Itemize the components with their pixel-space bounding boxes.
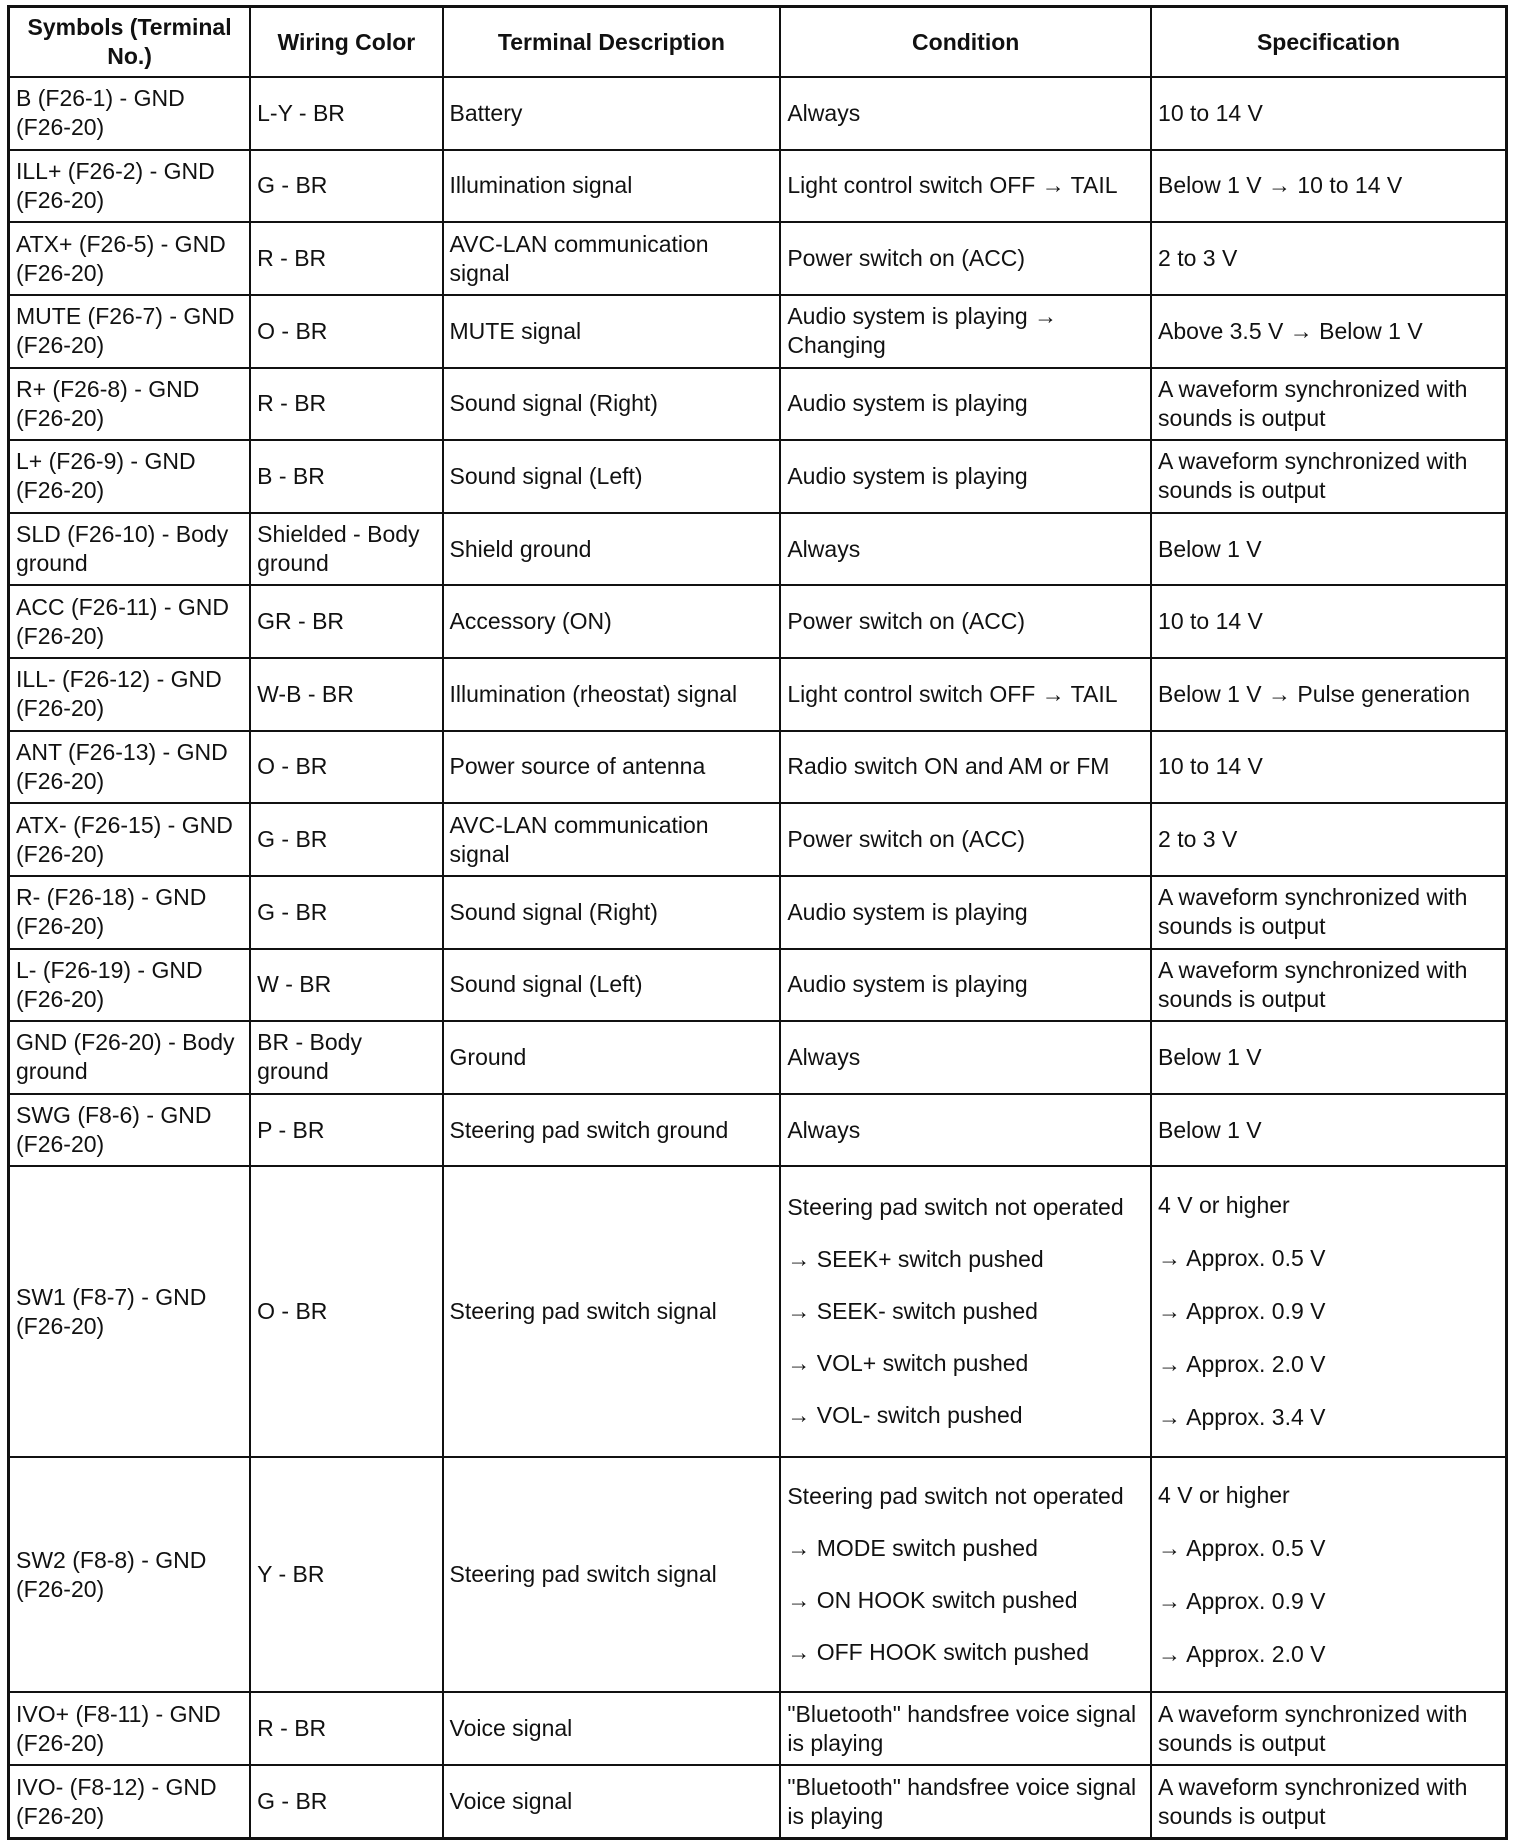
header-condition: Condition xyxy=(780,7,1151,78)
specification-cell: 10 to 14 V xyxy=(1151,731,1506,804)
specification-cell: 2 to 3 V xyxy=(1151,222,1506,295)
symbol-cell: ACC (F26-11) - GND (F26-20) xyxy=(9,585,251,658)
condition-cell: Light control switch OFF → TAIL xyxy=(780,658,1151,731)
table-row xyxy=(9,803,1507,876)
specification-cell: 10 to 14 V xyxy=(1151,77,1506,150)
wiring-color-cell: R - BR xyxy=(250,1692,442,1765)
table-row xyxy=(9,150,1507,223)
description-cell: Steering pad switch ground xyxy=(443,1094,781,1167)
condition-cell: Radio switch ON and AM or FM xyxy=(780,731,1151,804)
wiring-color-cell: O - BR xyxy=(250,731,442,804)
wiring-color-cell: G - BR xyxy=(250,1765,442,1838)
specification-step: → Approx. 3.4 V xyxy=(1158,1404,1326,1431)
wiring-color-cell: R - BR xyxy=(250,222,442,295)
condition-cell: Always xyxy=(780,77,1151,150)
description-cell: Sound signal (Right) xyxy=(443,876,781,949)
table-row xyxy=(9,295,1507,368)
specification-cell: Below 1 V → 10 to 14 V xyxy=(1151,150,1506,223)
symbol-cell: IVO- (F8-12) - GND (F26-20) xyxy=(9,1765,251,1838)
table-row xyxy=(9,1021,1507,1094)
description-cell: Power source of antenna xyxy=(443,731,781,804)
specification-step: → Approx. 0.5 V xyxy=(1158,1534,1326,1561)
condition-cell: Audio system is playing xyxy=(780,876,1151,949)
condition-cell: Audio system is playing xyxy=(780,440,1151,513)
table-row xyxy=(9,1457,1507,1693)
symbol-cell: ATX+ (F26-5) - GND (F26-20) xyxy=(9,222,251,295)
header-row xyxy=(9,7,1507,78)
table-row xyxy=(9,440,1507,513)
condition-cell: Light control switch OFF → TAIL xyxy=(780,150,1151,223)
specification-cell: A waveform synchronized with sounds is output xyxy=(1151,876,1506,949)
condition-cell: Always xyxy=(780,1094,1151,1167)
symbol-cell: R+ (F26-8) - GND (F26-20) xyxy=(9,368,251,441)
condition-step: → SEEK- switch pushed xyxy=(787,1298,1038,1325)
condition-step: → VOL+ switch pushed xyxy=(787,1350,1029,1377)
description-cell: Shield ground xyxy=(443,513,781,586)
table-row xyxy=(9,658,1507,731)
symbol-cell: B (F26-1) - GND (F26-20) xyxy=(9,77,251,150)
specification-step: 4 V or higher xyxy=(1158,1481,1290,1508)
symbol-cell: L+ (F26-9) - GND (F26-20) xyxy=(9,440,251,513)
table-row xyxy=(9,222,1507,295)
description-cell: Accessory (ON) xyxy=(443,585,781,658)
wiring-color-cell: P - BR xyxy=(250,1094,442,1167)
description-cell: Sound signal (Left) xyxy=(443,440,781,513)
specification-cell: A waveform synchronized with sounds is output xyxy=(1151,949,1506,1022)
symbol-cell: SLD (F26-10) - Body ground xyxy=(9,513,251,586)
symbol-cell: GND (F26-20) - Body ground xyxy=(9,1021,251,1094)
table-row xyxy=(9,77,1507,150)
wiring-color-cell: G - BR xyxy=(250,803,442,876)
condition-cell: "Bluetooth" handsfree voice signal is playing xyxy=(780,1692,1151,1765)
symbol-cell: ILL+ (F26-2) - GND (F26-20) xyxy=(9,150,251,223)
condition-cell: Audio system is playing → Changing xyxy=(780,295,1151,368)
wiring-color-cell: O - BR xyxy=(250,1166,442,1457)
specification-step: 4 V or higher xyxy=(1158,1192,1290,1219)
specification-cell xyxy=(1151,1166,1506,1457)
wiring-color-cell: L-Y - BR xyxy=(250,77,442,150)
table-row xyxy=(9,1166,1507,1457)
wiring-color-cell: Y - BR xyxy=(250,1457,442,1693)
description-cell: Sound signal (Right) xyxy=(443,368,781,441)
specification-cell: Below 1 V → Pulse generation xyxy=(1151,658,1506,731)
table-row xyxy=(9,1094,1507,1167)
description-cell: MUTE signal xyxy=(443,295,781,368)
table-row xyxy=(9,949,1507,1022)
description-cell: Steering pad switch signal xyxy=(443,1166,781,1457)
condition-cell: Always xyxy=(780,1021,1151,1094)
specification-step: → Approx. 0.5 V xyxy=(1158,1245,1326,1272)
condition-cell: "Bluetooth" handsfree voice signal is playing xyxy=(780,1765,1151,1838)
symbol-cell: SW2 (F8-8) - GND (F26-20) xyxy=(9,1457,251,1693)
table-row xyxy=(9,513,1507,586)
symbol-cell: L- (F26-19) - GND (F26-20) xyxy=(9,949,251,1022)
condition-step: → ON HOOK switch pushed xyxy=(787,1587,1078,1614)
specification-step: → Approx. 0.9 V xyxy=(1158,1298,1326,1325)
table-row xyxy=(9,731,1507,804)
symbol-cell: ILL- (F26-12) - GND (F26-20) xyxy=(9,658,251,731)
specification-step: → Approx. 2.0 V xyxy=(1158,1351,1326,1378)
specification-cell: A waveform synchronized with sounds is output xyxy=(1151,1765,1506,1838)
description-cell: Voice signal xyxy=(443,1765,781,1838)
condition-cell: Power switch on (ACC) xyxy=(780,803,1151,876)
table-row xyxy=(9,368,1507,441)
wiring-color-cell: W - BR xyxy=(250,949,442,1022)
specification-cell: Below 1 V xyxy=(1151,1094,1506,1167)
specification-cell: Below 1 V xyxy=(1151,1021,1506,1094)
terminal-spec-table xyxy=(7,5,1508,1840)
condition-step: Steering pad switch not operated xyxy=(787,1194,1124,1221)
wiring-color-cell: G - BR xyxy=(250,150,442,223)
description-cell: AVC-LAN communication signal xyxy=(443,803,781,876)
specification-cell: A waveform synchronized with sounds is output xyxy=(1151,440,1506,513)
specification-cell xyxy=(1151,1457,1506,1693)
condition-cell: Audio system is playing xyxy=(780,368,1151,441)
condition-cell xyxy=(780,1166,1151,1457)
symbol-cell: MUTE (F26-7) - GND (F26-20) xyxy=(9,295,251,368)
condition-cell: Always xyxy=(780,513,1151,586)
specification-cell: A waveform synchronized with sounds is output xyxy=(1151,368,1506,441)
specification-cell: 2 to 3 V xyxy=(1151,803,1506,876)
condition-cell: Power switch on (ACC) xyxy=(780,222,1151,295)
symbol-cell: ATX- (F26-15) - GND (F26-20) xyxy=(9,803,251,876)
wiring-color-cell: W-B - BR xyxy=(250,658,442,731)
description-cell: Illumination signal xyxy=(443,150,781,223)
condition-cell: Power switch on (ACC) xyxy=(780,585,1151,658)
description-cell: Battery xyxy=(443,77,781,150)
condition-cell: Audio system is playing xyxy=(780,949,1151,1022)
table-row xyxy=(9,876,1507,949)
description-cell: AVC-LAN communication signal xyxy=(443,222,781,295)
condition-step: Steering pad switch not operated xyxy=(787,1483,1124,1510)
condition-step: → VOL- switch pushed xyxy=(787,1402,1023,1429)
wiring-color-cell: Shielded - Body ground xyxy=(250,513,442,586)
header-terminal-description: Terminal Description xyxy=(443,7,781,78)
table-row xyxy=(9,1765,1507,1838)
table-row xyxy=(9,585,1507,658)
specification-cell: Below 1 V xyxy=(1151,513,1506,586)
condition-step: → SEEK+ switch pushed xyxy=(787,1246,1044,1273)
description-cell: Sound signal (Left) xyxy=(443,949,781,1022)
symbol-cell: R- (F26-18) - GND (F26-20) xyxy=(9,876,251,949)
specification-cell: Above 3.5 V → Below 1 V xyxy=(1151,295,1506,368)
symbol-cell: ANT (F26-13) - GND (F26-20) xyxy=(9,731,251,804)
wiring-color-cell: O - BR xyxy=(250,295,442,368)
wiring-color-cell: BR - Body ground xyxy=(250,1021,442,1094)
specification-cell: A waveform synchronized with sounds is output xyxy=(1151,1692,1506,1765)
table-row xyxy=(9,1692,1507,1765)
description-cell: Illumination (rheostat) signal xyxy=(443,658,781,731)
specification-step: → Approx. 2.0 V xyxy=(1158,1640,1326,1667)
symbol-cell: SWG (F8-6) - GND (F26-20) xyxy=(9,1094,251,1167)
condition-cell xyxy=(780,1457,1151,1693)
specification-step: → Approx. 0.9 V xyxy=(1158,1587,1326,1614)
header-symbols: Symbols (Terminal No.) xyxy=(9,7,251,78)
wiring-color-cell: R - BR xyxy=(250,368,442,441)
condition-step: → OFF HOOK switch pushed xyxy=(787,1639,1089,1666)
wiring-color-cell: GR - BR xyxy=(250,585,442,658)
wiring-color-cell: G - BR xyxy=(250,876,442,949)
header-specification: Specification xyxy=(1151,7,1506,78)
symbol-cell: SW1 (F8-7) - GND (F26-20) xyxy=(9,1166,251,1457)
specification-cell: 10 to 14 V xyxy=(1151,585,1506,658)
wiring-color-cell: B - BR xyxy=(250,440,442,513)
description-cell: Steering pad switch signal xyxy=(443,1457,781,1693)
condition-step: → MODE switch pushed xyxy=(787,1535,1038,1562)
header-wiring-color: Wiring Color xyxy=(250,7,442,78)
symbol-cell: IVO+ (F8-11) - GND (F26-20) xyxy=(9,1692,251,1765)
description-cell: Ground xyxy=(443,1021,781,1094)
description-cell: Voice signal xyxy=(443,1692,781,1765)
